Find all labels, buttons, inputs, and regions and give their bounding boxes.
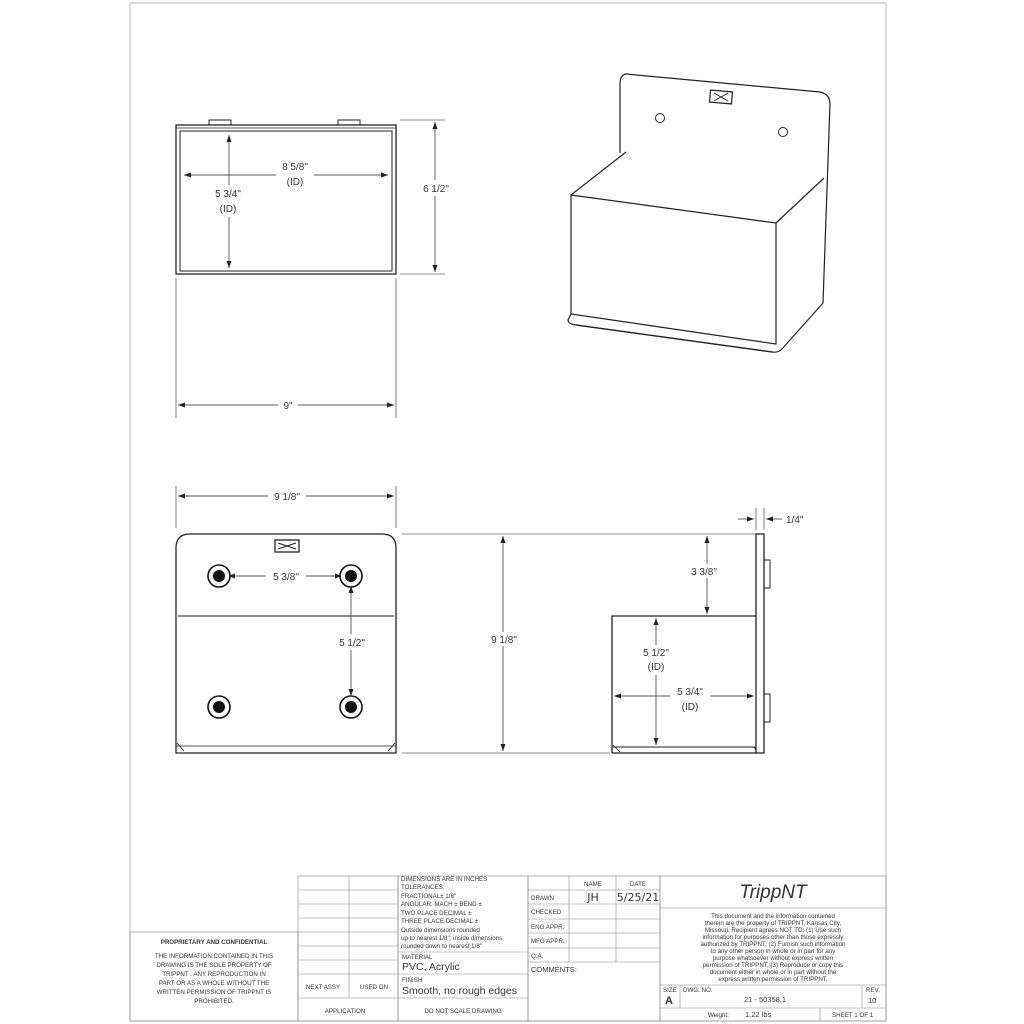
comments-label: COMMENTS: <box>531 965 577 974</box>
dim-top-outer-width: 9" <box>283 401 293 412</box>
ownership-notice <box>700 913 846 983</box>
dim-top-inner-depth: 5 3/4" <box>215 189 241 200</box>
svg-text:PART OR AS A WHOLE WITHOUT THE: PART OR AS A WHOLE WITHOUT THE <box>158 980 270 987</box>
dim-side-inner-depth: 5 3/4" <box>677 687 703 698</box>
mounting-hole-bottom-left <box>208 696 230 718</box>
mounting-hole-top-right <box>340 565 362 587</box>
svg-text:DIMENSIONS ARE IN INCHES: DIMENSIONS ARE IN INCHES <box>401 876 488 883</box>
svg-text:information for purposes other: information for purposes other than those expressly <box>702 934 844 941</box>
eng-appr-label: ENG APPR. <box>531 924 565 931</box>
proprietary-title: PROPRIETARY AND CONFIDENTIAL <box>160 939 268 946</box>
company-logo: TrippNT <box>739 882 807 903</box>
weight-value: 1.22 lbs <box>745 1010 772 1019</box>
svg-text:purpose whatsoever without exp: purpose whatsoever without express written <box>712 955 834 962</box>
material-label: MATERIAL <box>402 954 433 961</box>
weight-label: Weight: <box>708 1012 729 1019</box>
dim-front-height: 9 1/8" <box>491 635 517 646</box>
used-on-label: USED ON <box>359 984 389 991</box>
dim-top-inner-width-note: (ID) <box>286 177 304 188</box>
drawn-name: JH <box>587 891 599 904</box>
dim-top-inner-width: 8 5/8" <box>282 162 308 173</box>
svg-text:Outside dimensions rounded: Outside dimensions rounded <box>401 927 480 934</box>
sheet-number: SHEET 1 OF 1 <box>832 1012 874 1019</box>
dwg-no-value: 21 - 50358.1 <box>743 995 787 1004</box>
dwg-no-label: DWG. NO. <box>683 987 713 994</box>
svg-text:TRIPPNT . ANY REPRODUCTION IN: TRIPPNT . ANY REPRODUCTION IN <box>162 971 266 978</box>
dim-side-top-offset: 3 3/8" <box>691 567 717 578</box>
svg-text:therein are the property of TR: therein are the property of TRIPPNT, Kansas City, <box>704 920 842 927</box>
svg-text:rounded down to nearest 1/8": rounded down to nearest 1/8" <box>401 943 482 950</box>
name-header: NAME <box>584 881 602 888</box>
do-not-scale-note: DO NOT SCALE DRAWING <box>424 1008 502 1015</box>
material-value: PVC, Acrylic <box>402 961 460 973</box>
svg-text:authorized by TRIPPNT, (2) Fur: authorized by TRIPPNT, (2) Furnish such information <box>700 941 846 948</box>
svg-text:THE INFORMATION CONTAINED IN T: THE INFORMATION CONTAINED IN THIS <box>154 953 274 960</box>
svg-text:to any other person in whole o: to any other person in whole or in part for any <box>710 948 836 955</box>
svg-text:FRACTIONAL± 1/8": FRACTIONAL± 1/8" <box>401 893 457 900</box>
svg-text:This document and the informat: This document and the information contained <box>711 913 835 920</box>
dim-top-height: 6 1/2" <box>423 184 449 195</box>
rev-value: 10 <box>868 996 877 1005</box>
svg-text:TWO PLACE DECIMAL ±: TWO PLACE DECIMAL ± <box>401 910 472 917</box>
svg-text:document either in whole or in: document either in whole or in part without the <box>709 969 837 976</box>
finish-label: FINISH <box>402 977 423 984</box>
svg-text:permission of TRIPPNT, (3) Rep: permission of TRIPPNT, (3) Reproduce or copy this <box>702 962 844 969</box>
dim-side-inner-height-note: (ID) <box>647 662 665 673</box>
qa-label: Q.A. <box>531 953 544 960</box>
mfg-appr-label: MFG APPR. <box>531 938 565 945</box>
checked-label: CHECKED <box>531 909 562 916</box>
size-value: A <box>665 995 673 1007</box>
svg-text:PROHIBITED.: PROHIBITED. <box>194 998 234 1005</box>
drawn-label: DRAWN <box>531 895 555 902</box>
svg-text:express written permission of: express written permission of TRIPPNT. <box>718 976 828 983</box>
mounting-hole-bottom-right <box>340 696 362 718</box>
dim-side-inner-height: 5 1/2" <box>643 648 669 659</box>
finish-value: Smooth, no rough edges <box>402 985 517 997</box>
svg-text:up to nearest 1/8"; inside dim: up to nearest 1/8"; inside dimensions <box>401 935 503 942</box>
dim-side-thickness: 1/4" <box>786 515 804 526</box>
rev-label: REV. <box>866 987 880 994</box>
drawn-date: 5/25/21 <box>616 891 660 904</box>
svg-text:WRITTEN PERMISSION OF TRIPPNT: WRITTEN PERMISSION OF TRIPPNT IS <box>156 989 272 996</box>
sheet-border <box>130 3 886 1021</box>
dim-front-hole-spacing-h: 5 3/8" <box>273 572 299 583</box>
dim-top-inner-depth-note: (ID) <box>219 204 237 215</box>
svg-text:TOLERANCES:: TOLERANCES: <box>401 884 445 891</box>
dim-side-inner-depth-note: (ID) <box>681 702 699 713</box>
application-label: APPLICATION <box>324 1008 366 1015</box>
svg-text:DRAWING IS THE SOLE PROPERTY O: DRAWING IS THE SOLE PROPERTY OF <box>156 962 272 969</box>
next-assy-label: NEXT ASSY <box>305 984 341 991</box>
svg-text:ANGULAR: MACH ± BEND ±: ANGULAR: MACH ± BEND ± <box>401 901 482 908</box>
date-header: DATE <box>629 881 647 888</box>
size-label: SIZE <box>663 987 677 994</box>
svg-text:Missouri. Recipient agrees NOT: Missouri. Recipient agrees NOT TO: (1) Use such <box>704 927 842 934</box>
mounting-hole-top-left <box>208 565 230 587</box>
dim-front-width: 9 1/8" <box>274 492 300 503</box>
dim-front-hole-spacing-v: 5 1/2" <box>339 638 365 649</box>
svg-text:THREE PLACE DECIMAL ±: THREE PLACE DECIMAL ± <box>401 918 479 925</box>
